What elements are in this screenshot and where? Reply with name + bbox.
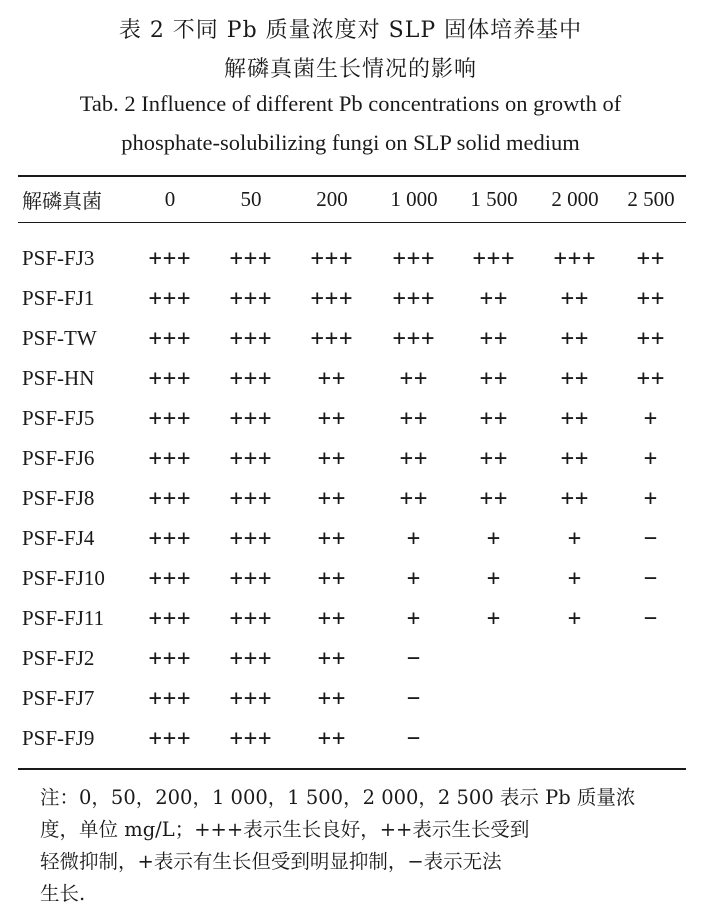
growth-value-cell: +++ [229,405,273,431]
growth-value-cell: ++ [560,485,590,511]
column-header-conc: 50 [240,187,262,211]
growth-value-cell: − [643,605,659,631]
growth-value-cell: +++ [392,285,436,311]
growth-value-cell: ++ [636,245,666,271]
table-row [18,398,686,438]
table-row [18,318,686,358]
table-row [18,478,686,518]
growth-value-cell: + [567,605,583,631]
growth-value-cell: ++ [560,445,590,471]
growth-value-cell: + [486,605,502,631]
table-row [18,718,686,758]
growth-value-cell: ++ [317,485,347,511]
growth-value-cell: +++ [229,725,273,751]
footnote-line: 度，单位 mg/L；+++表示生长良好，++表示生长受到 [40,818,530,841]
growth-value-cell [616,678,686,718]
table-title-en-line2: phosphate-solubilizing fungi on SLP solid medium [121,130,580,155]
growth-value-cell: +++ [148,325,192,351]
growth-value-cell: +++ [148,645,192,671]
strain-name-cell: PSF-FJ4 [22,525,95,550]
growth-value-cell [454,678,534,718]
growth-value-cell [534,678,616,718]
growth-value-cell: ++ [317,565,347,591]
growth-value-cell: ++ [399,485,429,511]
growth-value-cell: +++ [148,525,192,551]
growth-value-cell: +++ [148,365,192,391]
growth-value-cell: +++ [310,285,354,311]
growth-value-cell: ++ [399,445,429,471]
growth-value-cell [454,718,534,758]
strain-name-cell: PSF-HN [22,365,95,390]
table-header-row [18,177,686,222]
growth-value-cell: ++ [560,405,590,431]
growth-value-cell: ++ [317,405,347,431]
growth-value-cell: ++ [317,685,347,711]
growth-value-cell: +++ [229,645,273,671]
growth-value-cell: +++ [148,485,192,511]
growth-value-cell: ++ [317,445,347,471]
growth-value-cell: +++ [392,245,436,271]
growth-value-cell: ++ [317,525,347,551]
strain-name-cell: PSF-FJ10 [22,565,105,590]
column-header-conc: 1 500 [470,187,518,211]
table-row [18,438,686,478]
table-footnote [40,782,670,910]
table-row [18,278,686,318]
growth-value-cell: ++ [479,445,509,471]
growth-value-cell: ++ [479,325,509,351]
growth-value-cell: + [643,485,659,511]
growth-value-cell [616,718,686,758]
growth-value-cell: + [406,525,422,551]
growth-value-cell: ++ [317,605,347,631]
strain-name-cell: PSF-FJ3 [22,245,95,270]
growth-value-cell: +++ [229,685,273,711]
strain-name-cell: PSF-FJ5 [22,405,95,430]
table-body [18,222,686,758]
strain-name-cell: PSF-FJ2 [22,645,95,670]
strain-name-cell: PSF-TW [22,325,97,350]
growth-value-cell: − [406,725,422,751]
growth-value-cell: +++ [148,405,192,431]
growth-value-cell: +++ [229,325,273,351]
strain-name-cell: PSF-FJ9 [22,725,95,750]
growth-value-cell: ++ [636,285,666,311]
growth-value-cell: ++ [636,325,666,351]
growth-value-cell [534,638,616,678]
growth-value-cell: +++ [553,245,597,271]
growth-value-cell [454,638,534,678]
growth-value-cell: +++ [148,285,192,311]
growth-value-cell: +++ [148,565,192,591]
growth-value-cell: +++ [148,445,192,471]
growth-value-cell: ++ [479,285,509,311]
growth-value-cell: + [406,605,422,631]
growth-value-cell: +++ [229,565,273,591]
table-title-zh-line1: 表 2 不同 Pb 质量浓度对 SLP 固体培养基中 [118,18,583,43]
table-row [18,518,686,558]
strain-name-cell: PSF-FJ11 [22,605,105,630]
growth-value-cell: + [567,565,583,591]
growth-value-cell: +++ [148,245,192,271]
growth-value-cell: ++ [560,365,590,391]
growth-value-cell: ++ [479,365,509,391]
growth-value-cell: +++ [392,325,436,351]
growth-value-cell: − [643,525,659,551]
table-title-en-line1: Tab. 2 Influence of different Pb concentrations on growth of [79,91,622,116]
growth-value-cell: + [643,405,659,431]
growth-value-cell: +++ [229,365,273,391]
footnote-line: 注：0，50，200，1 000，1 500，2 000，2 500 表示 Pb 质量浓 [40,786,636,809]
table-row [18,238,686,278]
growth-value-cell: ++ [317,645,347,671]
table-row [18,358,686,398]
growth-value-cell: +++ [229,525,273,551]
growth-value-cell: + [486,525,502,551]
growth-value-cell: +++ [229,605,273,631]
strain-name-cell: PSF-FJ1 [22,285,95,310]
growth-value-cell: +++ [310,325,354,351]
table-title-zh-line2: 解磷真菌生长情况的影响 [223,57,477,82]
growth-value-cell: +++ [472,245,516,271]
growth-value-cell: ++ [560,325,590,351]
footnote-line: 轻微抑制，+表示有生长但受到明显抑制，−表示无法 [40,850,502,873]
column-header-conc: 200 [316,187,348,211]
column-header-conc: 2 500 [627,187,675,211]
growth-value-cell: +++ [148,605,192,631]
growth-value-cell [534,718,616,758]
growth-value-cell: ++ [399,405,429,431]
table-row [18,598,686,638]
strain-name-cell: PSF-FJ8 [22,485,95,510]
growth-value-cell: + [406,565,422,591]
growth-value-cell: + [567,525,583,551]
table-row [18,558,686,598]
footnote-line: 生长. [40,882,86,905]
growth-value-cell: ++ [399,365,429,391]
growth-value-cell: + [643,445,659,471]
growth-value-cell: + [486,565,502,591]
column-header-strain: 解磷真菌 [22,189,102,213]
strain-name-cell: PSF-FJ6 [22,445,95,470]
growth-value-cell: ++ [479,485,509,511]
column-header-conc: 1 000 [390,187,438,211]
growth-value-cell: − [406,645,422,671]
strain-name-cell: PSF-FJ7 [22,685,95,710]
column-header-conc: 0 [164,187,176,211]
growth-value-cell: ++ [560,285,590,311]
growth-value-cell [616,638,686,678]
column-header-conc: 2 000 [551,187,599,211]
growth-table [18,177,686,758]
growth-value-cell: +++ [148,685,192,711]
growth-value-cell: ++ [479,405,509,431]
growth-value-cell: +++ [229,245,273,271]
growth-value-cell: ++ [317,365,347,391]
growth-value-cell: − [643,565,659,591]
table-row [18,678,686,718]
table-bottom-rule [18,768,686,770]
growth-value-cell: ++ [317,725,347,751]
growth-value-cell: +++ [229,285,273,311]
growth-value-cell: ++ [636,365,666,391]
table-row [18,638,686,678]
growth-value-cell: +++ [148,725,192,751]
growth-value-cell: +++ [310,245,354,271]
growth-value-cell: − [406,685,422,711]
growth-value-cell: +++ [229,485,273,511]
growth-value-cell: +++ [229,445,273,471]
